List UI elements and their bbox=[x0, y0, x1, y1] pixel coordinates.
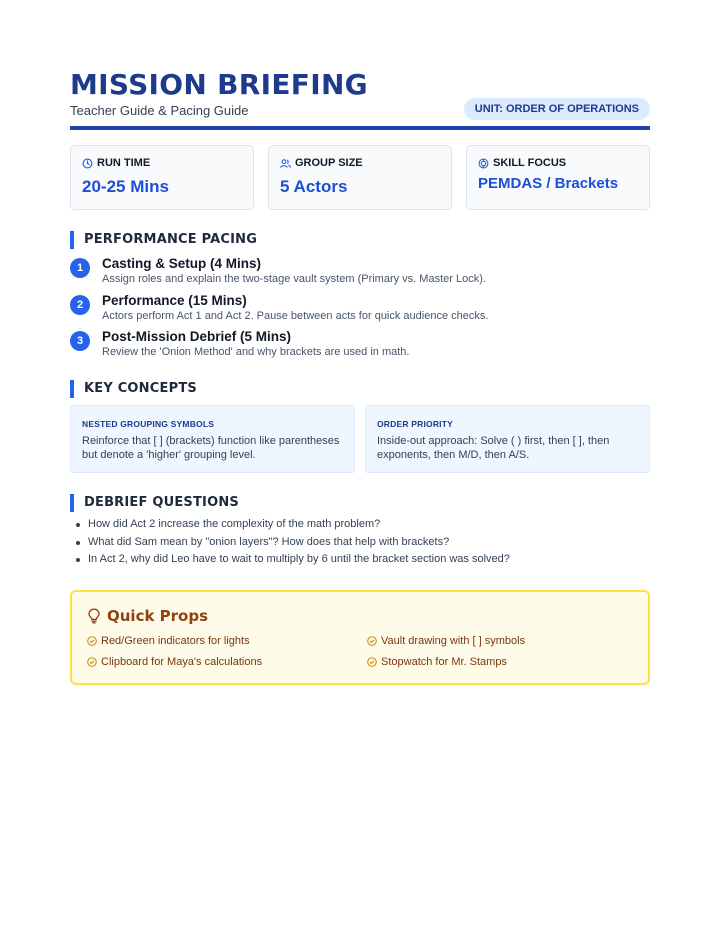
step-number: 1 bbox=[70, 258, 90, 278]
stat-value: 20-25 Mins bbox=[82, 177, 169, 196]
step-description: Review the 'Onion Method' and why brackets are used in math. bbox=[102, 346, 410, 358]
stat-label: RUN TIME bbox=[97, 157, 151, 169]
stat-label-row bbox=[280, 157, 363, 169]
quick-props-box bbox=[70, 590, 650, 685]
pacing-step bbox=[70, 293, 650, 325]
list-item: In Act 2, why did Leo have to wait to multiply by 6 until the bracket section was solved? bbox=[70, 553, 650, 571]
check-circle-icon bbox=[367, 657, 377, 667]
props-title: Quick Props bbox=[107, 607, 209, 625]
check-circle-icon bbox=[87, 636, 97, 646]
step-number: 3 bbox=[70, 331, 90, 351]
step-title: Post-Mission Debrief (5 Mins) bbox=[102, 329, 292, 344]
concept-card-nested-grouping bbox=[70, 405, 355, 473]
debrief-question-list bbox=[70, 518, 650, 571]
target-icon bbox=[478, 158, 489, 169]
prop-item bbox=[367, 635, 525, 647]
list-item: How did Act 2 increase the complexity of the math problem? bbox=[70, 518, 650, 536]
step-title: Casting & Setup (4 Mins) bbox=[102, 256, 262, 271]
step-description: Assign roles and explain the two-stage vault system (Primary vs. Master Lock). bbox=[102, 273, 486, 285]
concept-title: ORDER PRIORITY bbox=[377, 419, 454, 429]
stat-card-skill-focus bbox=[466, 145, 650, 210]
prop-item bbox=[367, 656, 507, 668]
prop-label: Stopwatch for Mr. Stamps bbox=[381, 656, 507, 668]
page-title: MISSION BRIEFING bbox=[70, 68, 368, 101]
prop-label: Red/Green indicators for lights bbox=[101, 635, 250, 647]
check-circle-icon bbox=[367, 636, 377, 646]
stats-row bbox=[70, 145, 650, 210]
pacing-step bbox=[70, 256, 650, 288]
stat-card-run-time bbox=[70, 145, 254, 210]
users-icon bbox=[280, 158, 291, 169]
step-description: Actors perform Act 1 and Act 2. Pause between acts for quick audience checks. bbox=[102, 310, 489, 322]
concept-title: NESTED GROUPING SYMBOLS bbox=[82, 419, 215, 429]
unit-badge: UNIT: ORDER OF OPERATIONS bbox=[464, 98, 650, 120]
concept-card-order-priority bbox=[365, 405, 650, 473]
header bbox=[70, 68, 650, 130]
step-title: Performance (15 Mins) bbox=[102, 293, 247, 308]
stat-label-row bbox=[478, 157, 566, 169]
list-item: What did Sam mean by "onion layers"? How does that help with brackets? bbox=[70, 536, 650, 554]
lightbulb-icon bbox=[87, 608, 101, 624]
props-heading bbox=[87, 607, 208, 625]
step-number: 2 bbox=[70, 295, 90, 315]
prop-item bbox=[87, 635, 250, 647]
stat-value: 5 Actors bbox=[280, 177, 348, 196]
stat-label-row bbox=[82, 157, 150, 169]
section-heading-pacing: PERFORMANCE PACING bbox=[70, 231, 257, 249]
check-circle-icon bbox=[87, 657, 97, 667]
section-heading-debrief: DEBRIEF QUESTIONS bbox=[70, 494, 239, 512]
stat-card-group-size bbox=[268, 145, 452, 210]
prop-item bbox=[87, 656, 262, 668]
prop-label: Clipboard for Maya's calculations bbox=[101, 656, 263, 668]
prop-label: Vault drawing with [ ] symbols bbox=[381, 635, 526, 647]
stat-label: GROUP SIZE bbox=[295, 157, 363, 169]
stat-label: SKILL FOCUS bbox=[493, 157, 567, 169]
section-heading-concepts: KEY CONCEPTS bbox=[70, 380, 197, 398]
pacing-step bbox=[70, 329, 650, 361]
page-subtitle: Teacher Guide & Pacing Guide bbox=[70, 103, 249, 118]
clock-icon bbox=[82, 158, 93, 169]
stat-value: PEMDAS / Brackets bbox=[478, 175, 619, 192]
concept-body: Reinforce that [ ] (brackets) function like parentheses but denote a 'higher' grouping level. bbox=[82, 435, 340, 461]
concept-body: Inside-out approach: Solve ( ) first, then [ ], then exponents, then M/D, then A/S. bbox=[377, 435, 610, 461]
